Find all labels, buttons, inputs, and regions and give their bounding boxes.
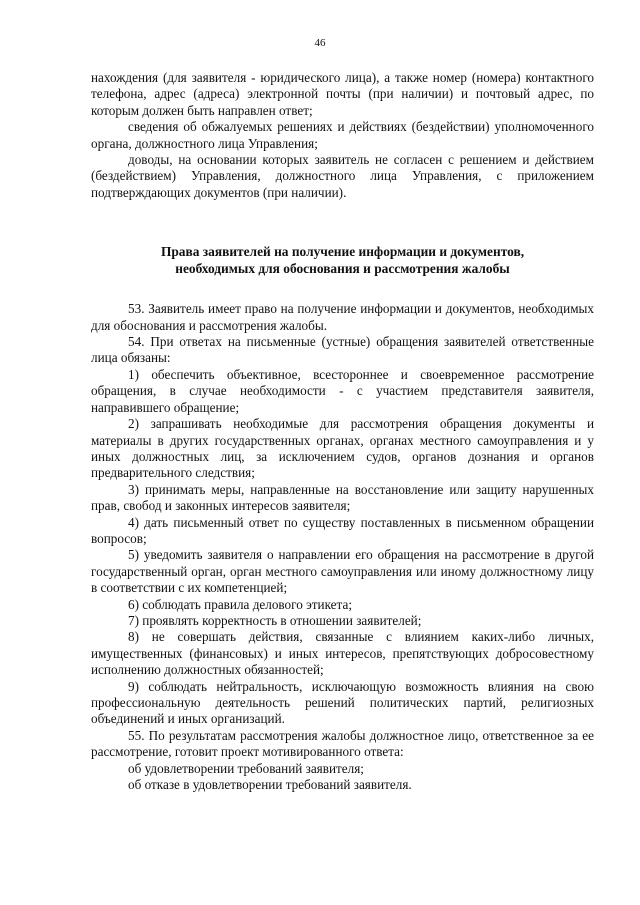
- section-heading-line: необходимых для обоснования и рассмотрения жалобы: [175, 261, 510, 277]
- paragraph: 54. При ответах на письменные (устные) обращения заявителей ответственные лица обязаны:: [91, 334, 594, 366]
- page-number: 46: [314, 37, 326, 49]
- list-item: 2) запрашивать необходимые для рассмотрения обращения документы и материалы в других государственных органах, органах местного самоуправления и у иных должностных лиц, за исключением судов, органов дознания и органов предварительного следствия;: [91, 416, 594, 481]
- list-item: 8) не совершать действия, связанные с влиянием каких-либо личных, имущественных (финансовых) и иных интересов, препятствующих добросовестному исполнению должностных обязанностей;: [91, 629, 594, 678]
- list-item: 1) обеспечить объективное, всестороннее и своевременное рассмотрение обращения, в случае необходимости - с участием представителя заявителя, направившего обращение;: [91, 366, 594, 415]
- paragraph: 55. По результатам рассмотрения жалобы должностное лицо, ответственное за ее рассмотрение, готовит проект мотивированного ответа:: [91, 727, 594, 760]
- list-item: 7) проявлять корректность в отношении заявителей;: [128, 612, 422, 628]
- list-item: 4) дать письменный ответ по существу поставленных в письменном обращении вопросов;: [91, 514, 594, 546]
- list-item: об удовлетворении требований заявителя;: [128, 760, 364, 776]
- paragraph: доводы, на основании которых заявитель не согласен с решением и действием (бездействием) Управления, должностного лица Управления, с приложением подтверждающих документов (при наличии).: [91, 152, 594, 200]
- paragraph: сведения об обжалуемых решениях и действиях (бездействии) уполномоченного органа, должностного лица Управления;: [91, 119, 594, 151]
- list-item: 9) соблюдать нейтральность, исключающую возможность влияния на свою профессиональную деятельность решений политических партий, религиозных объединений и иных организаций.: [91, 678, 594, 727]
- list-item: 3) принимать меры, направленные на восстановление или защиту нарушенных прав, свобод и законных интересов заявителя;: [91, 481, 594, 514]
- list-item: 5) уведомить заявителя о направлении его обращения на рассмотрение в другой государственный орган, орган местного самоуправления или иному должностному лицу в соответствии с их компетенцией;: [91, 547, 594, 596]
- list-item: 6) соблюдать правила делового этикета;: [128, 596, 352, 612]
- section-heading-line: Права заявителей на получение информации и документов,: [160, 244, 525, 260]
- section-heading: [91, 243, 594, 277]
- paragraph: нахождения (для заявителя - юридического лица), а также номер (номера) контактного телефона, адрес (адреса) электронной почты (при наличии) и почтовый адрес, по которым должен быть направлен ответ;: [91, 70, 594, 118]
- document-body: [91, 70, 594, 793]
- list-item: об отказе в удовлетворении требований заявителя.: [128, 777, 412, 793]
- paragraph: 53. Заявитель имеет право на получение информации и документов, необходимых для обоснования и рассмотрения жалобы.: [91, 301, 594, 333]
